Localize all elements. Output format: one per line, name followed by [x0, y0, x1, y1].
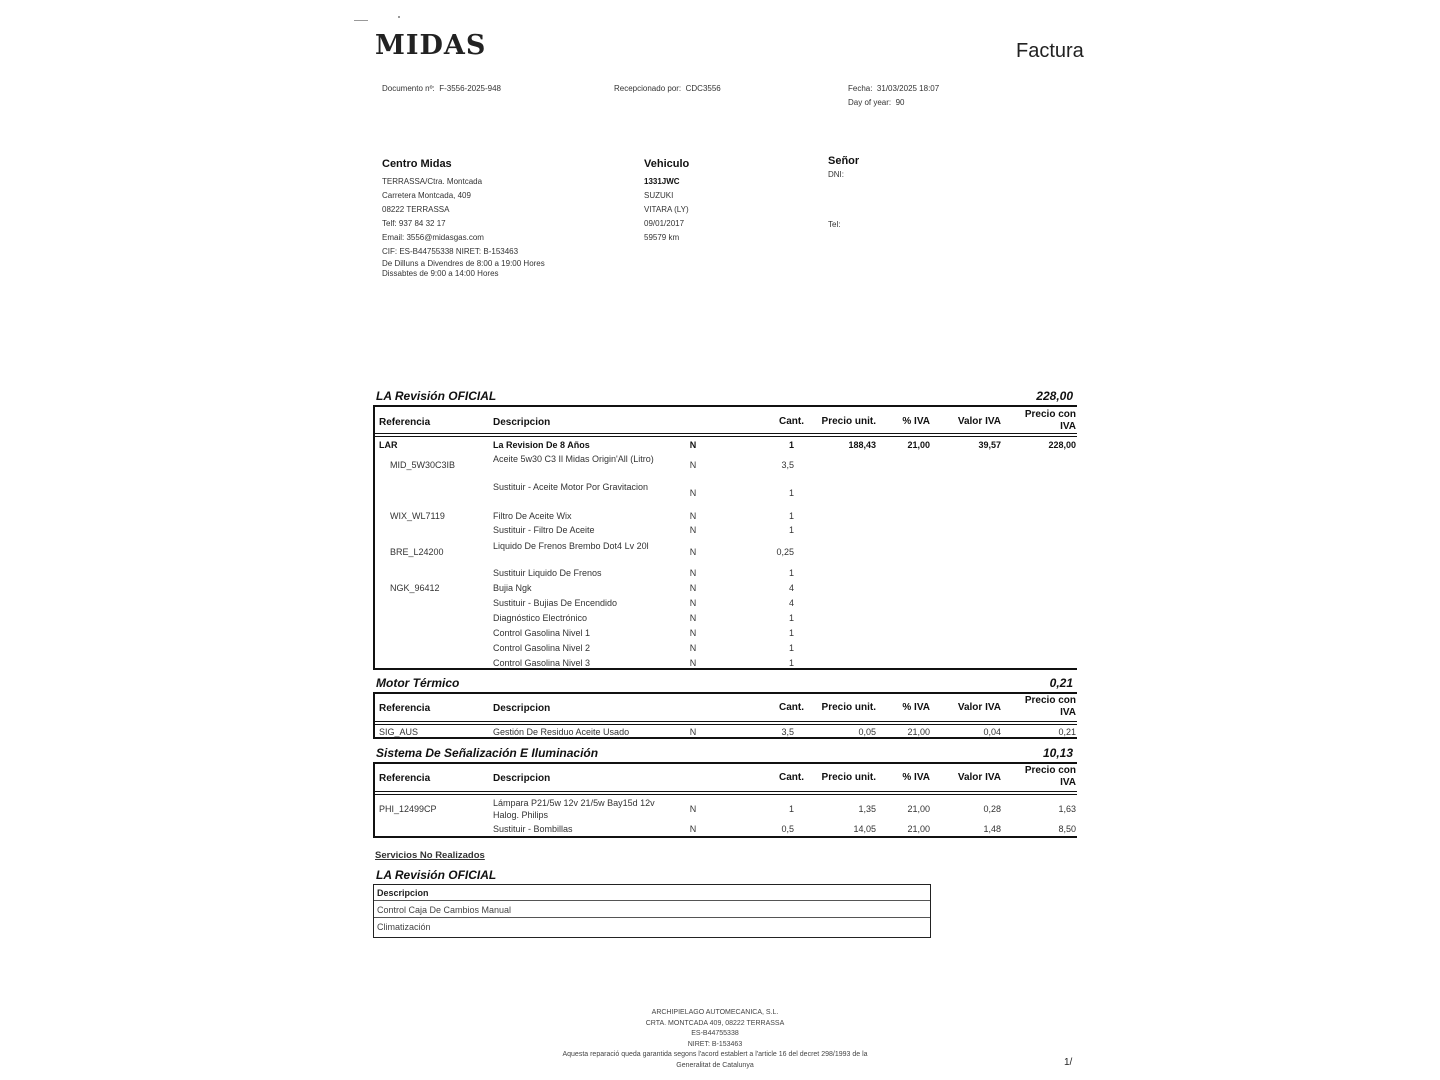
- cell-desc: Control Gasolina Nivel 2: [493, 643, 591, 653]
- col-descripcion: Descripcion: [493, 703, 551, 714]
- cell-n: N: [689, 658, 697, 668]
- cell-n: N: [689, 613, 697, 623]
- footer-company-info: ARCHIPIELAGO AUTOMECANICA, S.L. CRTA. MONTCADA 409, 08222 TERRASSA ES-B44755338 NIRET: B-153463 Aquesta reparació queda garantida segons l'acord establert a l'article 16 del decret 298/1993 de la Generalitat de Catalunya: [562, 1009, 868, 1069]
- cell-valor: 39,57: [978, 440, 1001, 450]
- col-referencia: Referencia: [379, 417, 431, 428]
- cell-cant: 1: [788, 613, 794, 623]
- cell-desc: Lámpara P21/5w 12v 21/5w Bay15d 12v Halog. Philips: [493, 798, 655, 820]
- col-precio-con-iva: Precio con IVA: [1024, 695, 1076, 718]
- scan-mark: [354, 20, 368, 21]
- cell-desc: Sustituir - Bujias De Encendido: [493, 598, 618, 608]
- cell-n: N: [689, 547, 697, 557]
- cell-desc: Gestión De Residuo Aceite Usado: [493, 727, 630, 737]
- cell-iva: 21,00: [907, 804, 930, 814]
- col-iva-pct: % IVA: [902, 702, 930, 713]
- cell-precio: 1,35: [858, 804, 876, 814]
- col-cant: Cant.: [779, 702, 804, 713]
- cliente-dni-label: DNI:: [828, 170, 844, 179]
- table-header-divider: [375, 724, 1077, 725]
- col-iva-pct: % IVA: [902, 416, 930, 427]
- no-realizados-item: Climatización: [377, 922, 431, 932]
- documento-number: Documento nº: F-3556-2025-948: [382, 84, 502, 93]
- vehiculo-title: Vehiculo: [644, 158, 690, 170]
- recepcionado-por: Recepcionado por: CDC3556: [614, 84, 721, 93]
- cell-ref: SIG_AUS: [379, 727, 419, 737]
- cell-cant: 1: [788, 525, 794, 535]
- col-cant: Cant.: [779, 416, 804, 427]
- cell-valor: 0,28: [983, 804, 1001, 814]
- col-descripcion: Descripcion: [493, 417, 551, 428]
- section-title: Motor Térmico: [376, 676, 460, 690]
- cell-n: N: [689, 598, 697, 608]
- cell-cant: 4: [788, 598, 794, 608]
- cell-cant: 3,5: [781, 727, 794, 737]
- cell-n: N: [689, 643, 697, 653]
- col-valor-iva: Valor IVA: [957, 702, 1001, 713]
- section-title: Sistema De Señalización E Iluminación: [376, 746, 599, 760]
- col-valor-iva: Valor IVA: [957, 416, 1001, 427]
- cell-desc: Liquido De Frenos Brembo Dot4 Lv 20l: [493, 541, 649, 551]
- cell-n: N: [689, 460, 697, 470]
- cell-cant: 1: [788, 628, 794, 638]
- cell-cant: 1: [788, 658, 794, 668]
- section-title: LA Revisión OFICIAL: [376, 389, 497, 403]
- cell-desc: Sustituir Liquido De Frenos: [493, 568, 602, 578]
- table-header-divider: [375, 433, 1077, 434]
- cell-precio: 188,43: [848, 440, 876, 450]
- cell-cant: 0,5: [781, 824, 794, 834]
- col-referencia: Referencia: [379, 703, 431, 714]
- table-header-divider: [375, 436, 1077, 437]
- cell-cant: 1: [788, 440, 794, 450]
- centro-title: Centro Midas: [382, 158, 452, 170]
- cell-iva: 21,00: [907, 440, 930, 450]
- cell-ref: BRE_L24200: [390, 547, 444, 557]
- cell-n: N: [689, 583, 697, 593]
- cell-n: N: [689, 488, 697, 498]
- vehiculo-details: 1331JWC SUZUKI VITARA (LY) 09/01/2017 59579 km: [644, 177, 689, 242]
- midas-logo: MIDAS: [375, 30, 487, 61]
- col-iva-pct: % IVA: [902, 772, 930, 783]
- cell-iva: 21,00: [907, 824, 930, 834]
- document-title: Factura: [1016, 40, 1084, 62]
- section-total: 228,00: [1036, 389, 1073, 403]
- col-precio-con-iva: Precio con IVA: [1024, 409, 1076, 432]
- page-number: 1/: [1064, 1057, 1073, 1068]
- cell-n: N: [689, 511, 697, 521]
- cell-ref: MID_5W30C3IB: [390, 460, 456, 470]
- no-realizados-heading: Servicios No Realizados: [375, 850, 485, 861]
- cell-cant: 1: [788, 488, 794, 498]
- cliente-title: Señor: [828, 155, 860, 167]
- table-header-divider: [375, 791, 1077, 792]
- cell-iva: 21,00: [907, 727, 930, 737]
- col-precio-con-iva: Precio con IVA: [1024, 765, 1076, 788]
- cliente-tel-label: Tel:: [828, 220, 841, 229]
- cell-n: N: [689, 804, 697, 814]
- fecha: Fecha: 31/03/2025 18:07: [848, 84, 940, 93]
- cell-desc: Sustituir - Bombillas: [493, 824, 573, 834]
- cell-total: 0,21: [1058, 727, 1076, 737]
- table-header-divider: [375, 721, 1077, 722]
- cell-n: N: [689, 568, 697, 578]
- cell-desc: Filtro De Aceite Wix: [493, 511, 572, 521]
- col-precio-unit: Precio unit.: [821, 772, 876, 783]
- centro-details: TERRASSA/Ctra. Montcada Carretera Montcada, 409 08222 TERRASSA Telf: 937 84 32 17 Email: 3556@midasgas.com CIF: ES-B44755338 NIRET: B-153463 De Dilluns a Divendres de 8:00 a 19:00 Hores Dissabtes de 9:00 a 14:00 Hores: [382, 177, 545, 278]
- cell-ref: LAR: [379, 440, 398, 450]
- cell-cant: 1: [788, 511, 794, 521]
- cell-n: N: [689, 525, 697, 535]
- cell-valor: 1,48: [983, 824, 1001, 834]
- no-realizados-item: Control Caja De Cambios Manual: [374, 902, 930, 918]
- cell-precio: 14,05: [853, 824, 876, 834]
- cell-cant: 0,25: [776, 547, 794, 557]
- col-precio-unit: Precio unit.: [821, 416, 876, 427]
- cell-n: N: [689, 628, 697, 638]
- col-valor-iva: Valor IVA: [957, 772, 1001, 783]
- cell-desc: Aceite 5w30 C3 Il Midas Origin'All (Litro): [493, 454, 654, 464]
- no-realizados-section-title: LA Revisión OFICIAL: [376, 868, 497, 882]
- table-header-divider: [375, 794, 1077, 795]
- cell-ref: PHI_12499CP: [379, 804, 437, 814]
- col-cant: Cant.: [779, 772, 804, 783]
- cell-n: N: [689, 727, 697, 737]
- scan-mark: [398, 16, 400, 18]
- cell-n: N: [689, 824, 697, 834]
- cell-precio: 0,05: [858, 727, 876, 737]
- cell-valor: 0,04: [983, 727, 1001, 737]
- no-realizados-header: Descripcion: [374, 885, 930, 901]
- cell-desc: Diagnóstico Electrónico: [493, 613, 588, 623]
- cell-ref: WIX_WL7119: [390, 511, 445, 521]
- cell-desc: Sustituir - Aceite Motor Por Gravitacion: [493, 482, 649, 492]
- cell-desc: Bujia Ngk: [493, 583, 532, 593]
- cell-cant: 1: [788, 568, 794, 578]
- cell-desc: Control Gasolina Nivel 1: [493, 628, 591, 638]
- section-total: 10,13: [1042, 746, 1073, 760]
- cell-desc: Sustituir - Filtro De Aceite: [493, 525, 595, 535]
- col-referencia: Referencia: [379, 773, 431, 784]
- cell-ref: NGK_96412: [390, 583, 440, 593]
- cell-cant: 1: [788, 804, 794, 814]
- cell-cant: 3,5: [781, 460, 794, 470]
- cell-desc: Control Gasolina Nivel 3: [493, 658, 591, 668]
- col-precio-unit: Precio unit.: [821, 702, 876, 713]
- day-of-year: Day of year: 90: [848, 98, 905, 107]
- cell-total: 8,50: [1058, 824, 1076, 834]
- section-total: 0,21: [1049, 676, 1073, 690]
- no-realizados-table: [373, 884, 931, 938]
- cell-cant: 4: [788, 583, 794, 593]
- cell-total: 228,00: [1048, 440, 1076, 450]
- cell-total: 1,63: [1058, 804, 1076, 814]
- cell-cant: 1: [788, 643, 794, 653]
- col-descripcion: Descripcion: [493, 773, 551, 784]
- cell-desc: La Revision De 8 Años: [493, 440, 590, 450]
- cell-n: N: [689, 440, 697, 450]
